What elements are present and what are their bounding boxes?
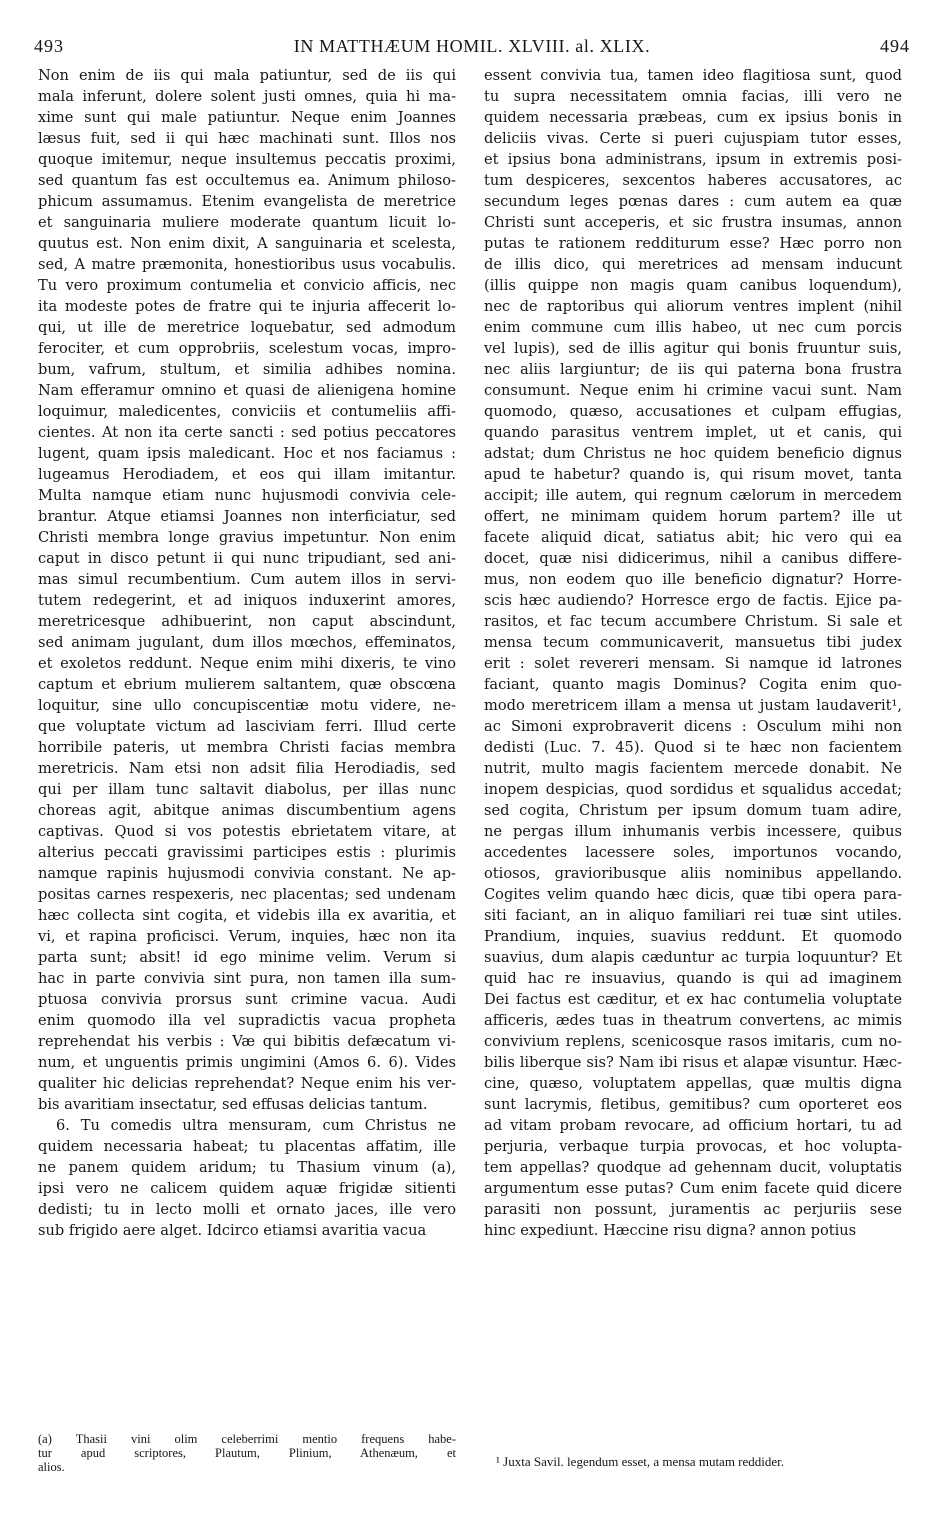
text-line: argumentum esse putas? Cum enim facete quid dicere [484, 1180, 902, 1197]
text-line: hinc expediunt. Hæccine risu digna? annon potius [484, 1222, 857, 1239]
text-line: sed quantum fas est occultemus ea. Animum philoso- [38, 172, 456, 189]
text-line: alios. [38, 1460, 65, 1474]
text-line: hac in parte convivia sint pura, non tamen illa sum- [38, 970, 456, 987]
text-line: rasitos, et fac tecum accumbere Christum. Si sale et [484, 613, 902, 630]
text-line: de illis dico, qui meretrices ad mensam inducunt [484, 256, 902, 273]
text-line: scis hæc audiendo? Horresce ergo de factis. Ejice pa- [484, 592, 902, 609]
text-line: ¹ Juxta Savil. legendum esset, a mensa mutam reddider. [496, 1455, 785, 1469]
text-line: bilis liberque sis? Nam ibi risus et alapæ visuntur. Hæc- [484, 1054, 902, 1071]
text-line: siti faciant, an in aliquo familiari rei tuæ sint utiles. [484, 907, 902, 924]
text-line: quidem necessaria habeat; tu placentas affatim, ille [38, 1138, 456, 1155]
text-line: sed, A matre præmonita, honestioribus usus vocabulis. [38, 256, 456, 273]
text-line: ptuosa convivia prorsus sunt crimine vacua. Audi [38, 991, 456, 1008]
text-line: qualiter hic delicias reprehendat? Neque enim his ver- [38, 1075, 456, 1092]
text-line: Non enim de iis qui mala patiuntur, sed de iis qui [38, 67, 456, 84]
text-line: nutrit, multo magis facientem mercede donabit. Ne [484, 760, 902, 777]
text-line: caput in disco petunt ii qui nunc tripudiant, sed ani- [38, 550, 456, 567]
text-line: modo meretricem illam a mensa ut justam laudaverit¹, [484, 697, 902, 714]
text-line: consumunt. Neque enim hi crimine vacui sunt. Nam [484, 382, 902, 399]
text-line: meretricis. Nam etsi non adsit filia Herodiadis, sed [38, 760, 456, 777]
text-line: tum despiceres, sexcentos haberes accusatores, ac [484, 172, 902, 189]
page-header [34, 36, 910, 64]
text-line: essent convivia tua, tamen ideo flagitiosa sunt, quod [484, 67, 902, 84]
text-line: hæc collecta sint cogita, et videbis illa ex avaritia, et [38, 907, 456, 924]
text-line: lugeamus Herodiadem, et eos qui illam imitantur. [38, 466, 456, 483]
text-line: loquitur, sine ullo concupiscentiæ motu videre, ne- [38, 697, 456, 714]
text-line: et sanguinaria muliere moderate quantum licuit lo- [38, 214, 456, 231]
text-line: putas te rationem redditurum esse? Hæc porro non [484, 235, 902, 252]
text-line: convivium replens, scenicosque rasos imitaris, cum no- [484, 1033, 902, 1050]
text-line: quomodo, quæso, accusationes et culpam effugias, [484, 403, 902, 420]
text-line: quutus est. Non enim dixit, A sanguinaria et scelesta, [38, 235, 456, 252]
text-line: mas simul recumbentium. Cum autem illos in servi- [38, 571, 456, 588]
text-line: Christi membra longe gravius impetuntur. Non enim [38, 529, 456, 546]
text-line: brantur. Atque etiamsi Joannes non interficiatur, sed [38, 508, 456, 525]
text-line: dedisti (Luc. 7. 45). Quod si te hæc non facientem [484, 739, 902, 756]
text-line: mus, non eodem quo ille beneficio dignatur? Horre- [484, 571, 902, 588]
text-line: num, et unguentis primis ungimini (Amos 6. 6). Vides [38, 1054, 456, 1071]
text-line: adstat; dum Christus ne hoc quidem beneficio dignus [484, 445, 902, 462]
text-line: 6. Tu comedis ultra mensuram, cum Christus ne [56, 1117, 456, 1134]
text-line: bis avaritiam insectatur, sed effusas delicias tantum. [38, 1096, 428, 1113]
text-line: parasiti non possunt, juramentis ac perjuriis sese [484, 1201, 902, 1218]
text-line: ita modeste potes de fratre qui te injuria affecerit lo- [38, 298, 456, 315]
text-line: qui per illam tunc saltavit diabolus, per illas nunc [38, 781, 456, 798]
text-line: sub frigido aere alget. Idcirco etiamsi avaritia vacua [38, 1222, 427, 1239]
text-line: (illis quippe non magis quam canibus loquendum), [484, 277, 902, 294]
text-line: suavius, dum alapis cæduntur ac turpia loquuntur? Et [484, 949, 902, 966]
text-line: tem appellas? quodque ad gehennam ducit, voluptatis [484, 1159, 902, 1176]
right-text-column [484, 65, 902, 1241]
text-line: quid hac re insuavius, quando is qui ad imaginem [484, 970, 902, 987]
text-line: quoque imitemur, neque insultemus peccatis proximi, [38, 151, 456, 168]
text-line: et exoletos reddunt. Neque enim mihi dixeris, te vino [38, 655, 456, 672]
text-line: accipit; ille autem, qui regnum cælorum in mercedem [484, 487, 902, 504]
text-line: captum et ebrium mulierem saltantem, quæ obscœna [38, 676, 456, 693]
text-line: accedentes lacessere soles, importunos vocando, [484, 844, 902, 861]
text-line: qui, ut ille de meretrice loquebatur, sed admodum [38, 319, 456, 336]
text-line: Multa namque etiam nunc hujusmodi convivia cele- [38, 487, 456, 504]
text-line: cientes. At non ita certe sancti : sed potius peccatores [38, 424, 456, 441]
text-line: phicum assumamus. Etenim evangelista de meretrice [38, 193, 456, 210]
text-line: enim quomodo illa vel supradictis vacua propheta [38, 1012, 456, 1029]
text-line: quando parasitus ventrem implet, ut et canis, qui [484, 424, 902, 441]
text-line: tutem redegerint, et ad iniquos induxerint amores, [38, 592, 456, 609]
text-line: inopem despicias, quod sordidus et squalidus accedat; [484, 781, 902, 798]
text-line: ac Simoni exprobraverit dicens : Osculum mihi non [484, 718, 902, 735]
text-line: captivas. Quod si vos potestis ebrietatem vitare, at [38, 823, 456, 840]
text-line: Dei factus est cæditur, et ex hac contumelia voluptate [484, 991, 902, 1008]
text-line: xime sunt qui male patiuntur. Neque enim Joannes [38, 109, 456, 126]
text-line: faciant, quanto magis Dominus? Cogita enim quo- [484, 676, 902, 693]
text-line: afficeris, ædes tuas in theatrum convertens, ac mimis [484, 1012, 902, 1029]
text-line: otiosos, gravioribusque aliis nominibus appellando. [484, 865, 902, 882]
text-line: dedisti; tu in lecto molli et ornato jaces, ille vero [38, 1201, 456, 1218]
text-line: tur apud scriptores, Plautum, Plinium, Athenæum, et [38, 1446, 456, 1460]
text-line: positas carnes respexeris, nec placentas; sed undenam [38, 886, 456, 903]
text-line: choreas agit, abitque animas discumbentium agens [38, 802, 456, 819]
text-line: alterius peccati gravissimi participes estis : plurimis [38, 844, 456, 861]
text-line: sunt lacrymis, fletibus, gemitibus? cum oporteret eos [484, 1096, 902, 1113]
text-line: ipsi vero ne calicem quidem aquæ frigidæ sitienti [38, 1180, 456, 1197]
text-line: læsus fuit, sed ii qui hæc machinati sunt. Illos nos [38, 130, 456, 147]
text-line: tu supra necessitatem omnia facias, illi vero ne [484, 88, 902, 105]
text-line: ad vitam probam revocare, ad officium hortari, tu ad [484, 1117, 902, 1134]
text-line: ferociter, et cum opprobriis, scelestum vocas, impro- [38, 340, 456, 357]
text-line: Christi sunt acceperis, et sic frustra insumas, annon [484, 214, 902, 231]
text-line: namque rapinis hujusmodi convivia constant. Ne ap- [38, 865, 456, 882]
text-line: meretricesque adhibuerint, non caput abscindunt, [38, 613, 456, 630]
left-text-column [38, 65, 456, 1241]
text-line: nec de raptoribus qui aliorum ventres implent (nihil [484, 298, 902, 315]
text-line: mala inferunt, dolere solent justi omnes, quia hi ma- [38, 88, 456, 105]
text-line: ne pergas illum inhumanis verbis incessere, quibus [484, 823, 902, 840]
text-line: lugent, quam ipsis maledicant. Hoc et nos faciamus : [38, 445, 456, 462]
text-line: cine, quæso, voluptatem appellas, quæ multis digna [484, 1075, 902, 1092]
page-number-right: 494 [880, 36, 910, 56]
footnote-left [38, 1432, 456, 1474]
text-line: Cogites velim quando hæc dicis, quæ tibi opera para- [484, 886, 902, 903]
text-line: erit : solet revereri mensam. Si namque id latrones [484, 655, 902, 672]
text-line: parta sunt; absit! id ego minime velim. Verum si [38, 949, 456, 966]
text-line: que voluptate victum ad lasciviam ferri. Illud certe [38, 718, 456, 735]
text-line: secundum leges pœnas dares : cum autem ea quæ [484, 193, 902, 210]
text-line: Prandium, inquies, suavius reddunt. Et quomodo [484, 928, 902, 945]
text-line: Tu vero proximum contumelia et convicio afficis, nec [38, 277, 456, 294]
text-line: mensa tecum communicaverit, mansuetus tibi judex [484, 634, 902, 651]
text-line: reprehendat his verbis : Væ qui bibitis defæcatum vi- [38, 1033, 456, 1050]
text-line: facete aliquid dicat, satiatus abit; hic vero qui ea [484, 529, 902, 546]
text-line: sed cogita, Christum per ipsum domum tuam adire, [484, 802, 902, 819]
text-line: deliciis vivas. Certe si pueri cujuspiam tutor esses, [484, 130, 902, 147]
text-line: horribile pateris, ut membra Christi facias membra [38, 739, 456, 756]
text-line: enim commune cum illis habeo, ut nec cum porcis [484, 319, 902, 336]
footnote-right [496, 1455, 902, 1469]
text-line: docet, quæ nisi didicerimus, nihil a canibus differe- [484, 550, 902, 567]
text-line: nec aliis largiuntur; de iis qui paterna bona frustra [484, 361, 902, 378]
text-line: apud te habetur? quando is, qui risum movet, tanta [484, 466, 902, 483]
running-head: IN MATTHÆUM HOMIL. XLVIII. al. XLIX. [293, 36, 651, 56]
text-line: offert, ne minimam quidem horum partem? ille ut [484, 508, 902, 525]
text-line: Nam efferamur omnino et quasi de alienigena homine [38, 382, 456, 399]
text-line: quidem necessaria præbeas, cum ex ipsius bonis in [484, 109, 902, 126]
text-line: sed animam jugulant, dum illos mœchos, effeminatos, [38, 634, 456, 651]
page-number-left: 493 [34, 36, 64, 56]
text-line: et ipsius bona administrans, ipsum in extremis posi- [484, 151, 902, 168]
text-line: perjuria, verbaque turpia provocas, et hoc volupta- [484, 1138, 902, 1155]
text-line: (a) Thasii vini olim celeberrimi mentio frequens habe- [38, 1432, 456, 1446]
text-line: ne panem quidem aridum; tu Thasium vinum (a), [38, 1159, 456, 1176]
text-line: vi, et rapina proficisci. Verum, inquies, hæc non ita [38, 928, 456, 945]
text-line: loquimur, maledicentes, conviciis et contumeliis affi- [38, 403, 456, 420]
text-line: vel lupis), sed de illis agitur qui bonis fruuntur suis, [484, 340, 902, 357]
text-line: bum, vafrum, stultum, et similia adhibes nomina. [38, 361, 456, 378]
